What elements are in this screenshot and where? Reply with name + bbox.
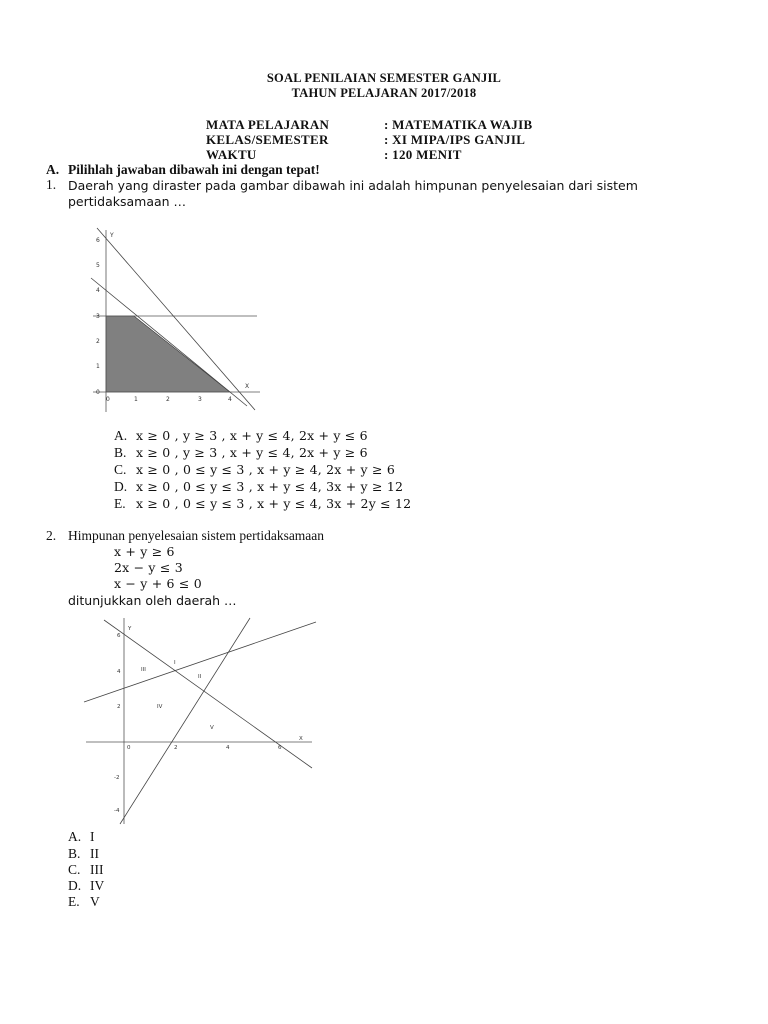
q1-option-c[interactable] [114, 462, 395, 478]
q1-text-line1: Daerah yang diraster pada gambar dibawah ini adalah himpunan penyelesaian dari sistem [68, 178, 638, 193]
q2-region-label: III [141, 667, 146, 673]
q2-region-labels [141, 660, 214, 731]
academic-year: TAHUN PELAJARAN 2017/2018 [291, 86, 477, 100]
q2-y-tick: -2 [114, 775, 120, 781]
q1-y-tick-labels [96, 237, 100, 396]
option-letter: B. [68, 846, 81, 861]
q2-inequality-2: 2x − y ≤ 3 [114, 560, 183, 575]
info-label: WAKTU [206, 147, 257, 162]
info-time [206, 147, 462, 163]
option-letter: E. [114, 496, 126, 511]
option-text: I [90, 829, 95, 844]
info-subject [206, 117, 532, 133]
option-letter: A. [114, 428, 128, 443]
section-letter: A. [46, 162, 60, 177]
q2-line-2x-y-3 [120, 618, 250, 824]
info-value: : 120 MENIT [384, 147, 462, 162]
q2-option-d[interactable] [68, 878, 104, 894]
q1-x-tick: 1 [134, 396, 138, 403]
q1-number: 1. [46, 177, 57, 192]
option-text: x ≥ 0 , 0 ≤ y ≤ 3 , x + y ≥ 4, 2x + y ≥ 6 [136, 462, 395, 477]
q1-graph [85, 222, 265, 412]
q2-y-tick: 6 [117, 633, 121, 639]
option-letter: C. [68, 862, 81, 877]
q2-y-tick-labels [114, 633, 131, 814]
q2-y-axis-label: Y [128, 626, 132, 632]
q2-option-e[interactable] [68, 894, 100, 910]
info-label: KELAS/SEMESTER [206, 132, 329, 147]
info-value: : MATEMATIKA WAJIB [384, 117, 533, 132]
q2-x-tick: 6 [278, 745, 282, 751]
q2-region-label: II [198, 674, 202, 680]
exam-title: SOAL PENILAIAN SEMESTER GANJIL [266, 71, 502, 85]
q2-inequality-3: x − y + 6 ≤ 0 [114, 576, 202, 591]
q2-option-c[interactable] [68, 862, 104, 878]
q1-x-tick: 4 [228, 396, 232, 403]
q1-x-tick-labels [106, 396, 232, 403]
q2-option-a[interactable] [68, 829, 95, 845]
info-value: : XI MIPA/IPS GANJIL [384, 132, 526, 147]
option-letter: B. [114, 445, 127, 460]
q1-x-tick: 2 [166, 396, 170, 403]
q2-region-label: I [174, 660, 176, 666]
q1-x-axis-label: X [245, 383, 250, 390]
q2-y-tick: 0 [127, 745, 131, 751]
q2-x-tick: 4 [226, 745, 230, 751]
option-letter: D. [68, 878, 82, 893]
q2-text-after: ditunjukkan oleh daerah … [68, 593, 237, 608]
q1-y-tick: 1 [96, 363, 100, 370]
q2-y-tick: 4 [117, 669, 121, 675]
option-text: x ≥ 0 , 0 ≤ y ≤ 3 , x + y ≤ 4, 3x + y ≥ 12 [136, 479, 404, 494]
option-letter: E. [68, 894, 80, 909]
section-instruction: Pilihlah jawaban dibawah ini dengan tepat! [68, 162, 320, 177]
q2-x-tick: 2 [174, 745, 178, 751]
option-text: IV [90, 878, 105, 893]
q2-graph [80, 612, 320, 827]
q2-number: 2. [46, 528, 57, 543]
option-letter: C. [114, 462, 127, 477]
option-text: II [90, 846, 99, 861]
q1-option-a[interactable] [114, 428, 368, 444]
option-text: III [90, 862, 104, 877]
q1-y-axis-label: Y [110, 232, 114, 239]
option-letter: A. [68, 829, 82, 844]
q1-y-tick: 4 [96, 287, 100, 294]
q2-y-tick: 2 [117, 704, 121, 710]
q1-y-tick: 3 [96, 313, 100, 320]
q1-x-tick: 3 [198, 396, 202, 403]
q1-option-b[interactable] [114, 445, 368, 461]
q2-region-label: V [210, 725, 214, 731]
info-label: MATA PELAJARAN [206, 117, 330, 132]
q1-y-tick: 6 [96, 237, 100, 244]
q1-y-tick: 0 [96, 389, 100, 396]
q2-region-label: IV [157, 704, 163, 710]
q1-option-e[interactable] [114, 496, 411, 512]
q1-y-tick: 5 [96, 262, 100, 269]
q1-y-tick: 2 [96, 338, 100, 345]
q2-x-tick-labels [174, 745, 282, 751]
q2-text: Himpunan penyelesaian sistem pertidaksamaan [68, 528, 325, 543]
option-text: x ≥ 0 , y ≥ 3 , x + y ≤ 4, 2x + y ≤ 6 [136, 428, 368, 443]
q1-text-line2: pertidaksamaan … [68, 194, 187, 209]
q2-x-axis-label: X [299, 736, 303, 742]
q1-shaded-region [106, 316, 230, 392]
info-class [206, 132, 525, 148]
option-text: x ≥ 0 , y ≥ 3 , x + y ≤ 4, 2x + y ≥ 6 [136, 445, 368, 460]
q1-option-d[interactable] [114, 479, 403, 495]
option-text: x ≥ 0 , 0 ≤ y ≤ 3 , x + y ≤ 4, 3x + 2y ≤ 12 [136, 496, 412, 511]
q1-x-tick: 0 [106, 396, 110, 403]
q2-inequality-1: x + y ≥ 6 [114, 544, 175, 559]
option-letter: D. [114, 479, 128, 494]
q2-option-b[interactable] [68, 846, 99, 862]
q2-y-tick: -4 [114, 808, 120, 814]
option-text: V [90, 894, 100, 909]
